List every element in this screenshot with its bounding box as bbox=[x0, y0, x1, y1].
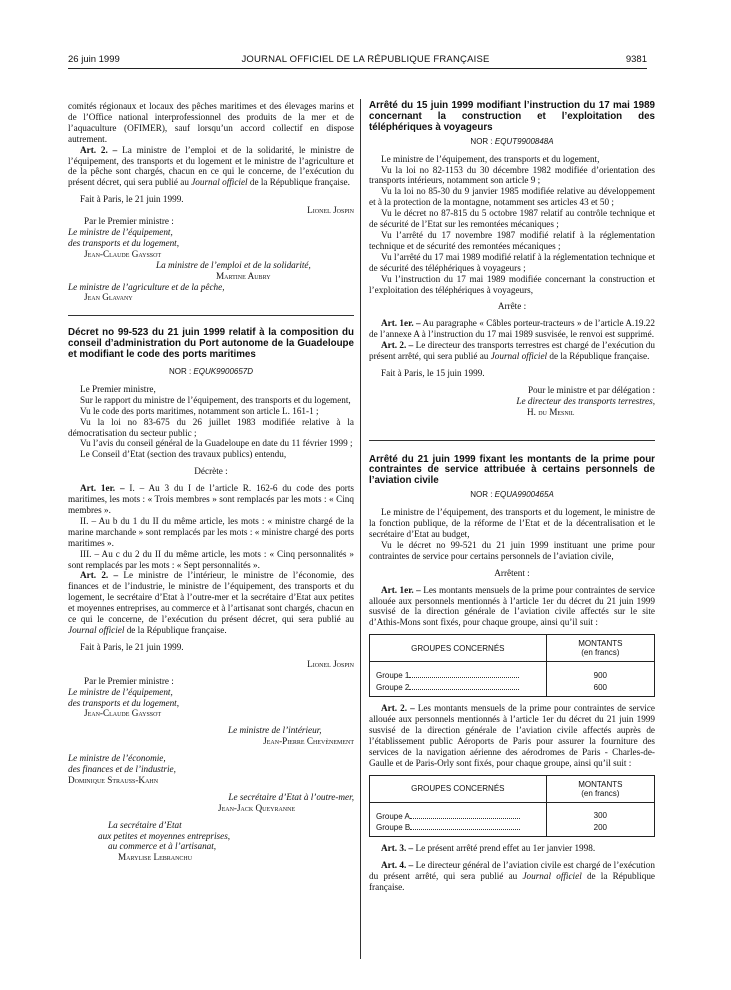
amount-cell: 300 bbox=[546, 811, 654, 823]
arrete-title: Arrêté du 15 juin 1999 modifiant l’instruction du 17 mai 1989 concernant la construction et l’exploitation des téléphériques à voyageurs bbox=[369, 100, 655, 133]
minister-title: aux petites et moyennes entreprises, bbox=[98, 830, 231, 841]
section-separator bbox=[369, 440, 655, 441]
paragraph: Le ministre de l’équipement, des transports et du logement, bbox=[381, 153, 600, 164]
amount-cell: 900 bbox=[546, 670, 654, 682]
table-header: MONTANTS (en francs) bbox=[546, 635, 654, 662]
paragraph: Vu le décret no 99-521 du 21 juin 1999 instituant une prime pour contraintes de service pour certains personnels de l’aviation civile, bbox=[369, 539, 655, 561]
article-paragraph: Art. 1er. – I. – Au 3 du I de l’article R. 162-6 du code des ports maritimes, les mots : « Trois membres » sont remplacés par les mots : « Cinq membres ». bbox=[68, 483, 354, 515]
paragraph: Le ministre de l’équipement, des transports et du logement, le ministre de la fonction publique, de la réforme de l’Etat et de la décentralisation et le secrétaire d’Etat au budget, bbox=[369, 507, 655, 539]
article-paragraph: Art. 2. – La ministre de l’emploi et de la solidarité, le ministre de l’équipement, des transports et du logement et le ministre de l’agriculture et de la pêche sont chargés, chacun en ce qui le concerne, de l’exécution du présent décret, qui sera publié au Journal officiel de la République française. bbox=[68, 144, 354, 188]
right-column bbox=[369, 101, 655, 893]
arrete-heading: Arrête : bbox=[497, 301, 527, 312]
group-label: Groupe B bbox=[376, 823, 411, 833]
header-rule bbox=[68, 68, 647, 69]
group-label: Groupe A bbox=[376, 811, 410, 821]
section-separator bbox=[68, 315, 354, 316]
signature: Jean-Claude Gayssot bbox=[84, 708, 162, 719]
article-paragraph: Art. 2. – Les montants mensuels de la prime pour contraintes de service allouée aux personnels mentionnés à l’article 1er du décret du 21 juin 1999 susvisé de la direction générale de l’aviation civile affectés auprès de l’établissement public Aéroports de Paris pour assurer la fourniture des services de la navigation aérienne des aérodromes de Paris - Charles-de-Gaulle et de Paris-Orly sont fixés, pour chaque groupe, ainsi qu’il suit : bbox=[369, 703, 655, 768]
delegation-line: Pour le ministre et par délégation : bbox=[527, 384, 655, 395]
arrete-title: Arrêté du 21 juin 1999 fixant les montants de la prime pour contraintes de service attribuée à certains personnels de l’aviation civile bbox=[369, 453, 655, 487]
par-line: Par le Premier ministre : bbox=[84, 675, 174, 686]
table-row bbox=[370, 670, 655, 682]
paragraph: Vu l’arrêté du 17 mai 1989 modifié relatif à la réglementation technique et de sécurité des téléphériques à voyageurs ; bbox=[369, 251, 655, 273]
minister-title: Le ministre de l’équipement, bbox=[68, 226, 173, 237]
amounts-table-2 bbox=[369, 775, 655, 838]
paragraph: Vu le décret no 87-815 du 5 octobre 1987 relatif au contrôle technique et de sécurité de l’Etat sur les remontées mécaniques ; bbox=[369, 208, 655, 230]
article-paragraph: Art. 2. – Le directeur des transports terrestres est chargé de l’exécution du présent arrêté, qui sera publié au Journal officiel de la République française. bbox=[369, 340, 655, 362]
table-row bbox=[370, 822, 655, 836]
minister-title: des transports et du logement, bbox=[68, 237, 180, 248]
table-row bbox=[370, 811, 655, 823]
paragraph: comités régionaux et locaux des pêches maritimes et des élevages marins et de l’Office national interprofessionnel des produits de la mer et de l’aquaculture (OFIMER), sauf lorsqu’un accord collectif en dispose autrement. bbox=[68, 101, 354, 144]
table-row bbox=[370, 682, 655, 696]
paragraph: Le Premier ministre, bbox=[80, 383, 156, 394]
minister-title: au commerce et à l’artisanat, bbox=[108, 841, 217, 852]
minister-title: des transports et du logement, bbox=[68, 697, 180, 708]
fait-line: Fait à Paris, le 21 juin 1999. bbox=[80, 641, 184, 652]
minister-title: Le ministre de l’intérieur, bbox=[228, 725, 322, 736]
signature: Lionel Jospin bbox=[307, 658, 354, 669]
minister-title: Le ministre de l’agriculture et de la pêche, bbox=[68, 281, 225, 292]
paragraph: Vu l’arrêté du 17 novembre 1987 modifié relatif à la réglementation technique et de sécurité des remontées mécaniques ; bbox=[369, 229, 655, 251]
nor-reference: NOR : EQUA9900465A bbox=[470, 490, 554, 500]
par-line: Par le Premier ministre : bbox=[84, 216, 174, 227]
paragraph: Vu la loi no 82-1153 du 30 décembre 1982 modifiée d’orientation des transports intérieurs, notamment son article 9 ; bbox=[369, 164, 655, 186]
article-paragraph: Art. 1er. – Les montants mensuels de la prime pour contraintes de service allouée aux personnels mentionnés à l’article 1er du décret du 21 juin 1999 susvisé de la direction générale de l’aviation civile affectés sur le site d’Athis-Mons sont fixés, pour chaque groupe, ainsi qu’il suit : bbox=[369, 584, 655, 628]
group-label: Groupe 2 bbox=[376, 683, 410, 693]
paragraph: Vu l’instruction du 17 mai 1989 modifiée concernant la construction et l’exploitation des téléphériques à voyageurs, bbox=[369, 273, 655, 295]
header-date: 26 juin 1999 bbox=[68, 54, 120, 65]
nor-reference: NOR : EQUK9900657D bbox=[168, 367, 254, 377]
minister-title: La ministre de l’emploi et de la solidarité, bbox=[156, 259, 311, 270]
amount-cell: 200 bbox=[546, 822, 654, 836]
left-column bbox=[68, 101, 354, 863]
fait-line: Fait à Paris, le 15 juin 1999. bbox=[381, 367, 485, 378]
paragraph: III. – Au c du 2 du II du même article, les mots : « Cinq personnalités » sont remplacés par les mots : « Sept personnalités ». bbox=[68, 548, 354, 570]
minister-title: Le ministre de l’économie, bbox=[68, 753, 166, 764]
signature: Dominique Strauss-Kahn bbox=[68, 774, 159, 785]
minister-title: Le directeur des transports terrestres, bbox=[516, 395, 655, 406]
table-header: GROUPES CONCERNÉS bbox=[370, 775, 547, 802]
paragraph: Vu l’avis du conseil général de la Guadeloupe en date du 11 février 1999 ; bbox=[80, 438, 353, 449]
table-header: GROUPES CONCERNÉS bbox=[370, 635, 547, 662]
header-journal-title: JOURNAL OFFICIEL DE LA RÉPUBLIQUE FRANÇAISE bbox=[241, 54, 490, 65]
minister-title: La secrétaire d’Etat bbox=[108, 819, 182, 830]
article-paragraph: Art. 2. – Le ministre de l’intérieur, le ministre de l’économie, des finances et de l’industrie, le ministre de l’équipement, des transports et du logement, le secrétaire d’Etat à l’outre-mer et la secrétaire d’Etat aux petites et moyennes entreprises, au commerce et à l’artisanat sont chargés, chacun en ce qui le concerne, de l’exécution du présent décret, qui sera publié au Journal officiel de la République française. bbox=[68, 570, 354, 635]
signature: Jean-Claude Gayssot bbox=[84, 248, 162, 259]
signature: Jean-Jack Queyranne bbox=[218, 802, 296, 813]
paragraph: Vu le code des ports maritimes, notamment son article L. 161-1 ; bbox=[80, 405, 319, 416]
article-paragraph: Art. 4. – Le directeur général de l’aviation civile est chargé de l’exécution du présent arrêté, qui sera publié au Journal officiel de la République française. bbox=[369, 860, 655, 893]
amount-cell: 600 bbox=[546, 682, 654, 696]
minister-title: Le ministre de l’équipement, bbox=[68, 686, 173, 697]
signature: Jean-Pierre Chevènement bbox=[263, 736, 354, 747]
column-divider bbox=[360, 99, 361, 959]
header-page-number: 9381 bbox=[625, 54, 647, 65]
group-label: Groupe 1 bbox=[376, 671, 410, 681]
fait-line: Fait à Paris, le 21 juin 1999. bbox=[80, 194, 184, 205]
paragraph: Le Conseil d’Etat (section des travaux publics) entendu, bbox=[80, 449, 287, 460]
amounts-table-1 bbox=[369, 634, 655, 697]
decrete-heading: Décrète : bbox=[194, 466, 228, 477]
signature: Martine Aubry bbox=[216, 270, 271, 281]
nor-reference: NOR : EQUT9900848A bbox=[470, 136, 554, 146]
page-header bbox=[0, 54, 731, 68]
article-paragraph: Art. 1er. – Au paragraphe « Câbles porteur-tracteurs » de l’article A.19.22 de l’annexe A à l’instruction du 17 mai 1989 susvisée, le renvoi est supprimé. bbox=[369, 318, 655, 340]
minister-title: Le secrétaire d’Etat à l’outre-mer, bbox=[228, 791, 354, 802]
article-paragraph: Art. 3. – Le présent arrêté prend effet au 1er janvier 1998. bbox=[381, 843, 596, 854]
paragraph: Sur le rapport du ministre de l’équipement, des transports et du logement, bbox=[80, 394, 351, 405]
paragraph: Vu la loi no 85-30 du 9 janvier 1985 modifiée relative au développement et à la protection de la montagne, notamment ses articles 43 et 50 ; bbox=[369, 186, 655, 208]
signature: Lionel Jospin bbox=[307, 205, 354, 216]
decree-title: Décret no 99-523 du 21 juin 1999 relatif à la composition du conseil d’administration du Port autonome de la Guadeloupe et modifiant le code des ports maritimes bbox=[68, 327, 354, 361]
signature: H. du Mesnil bbox=[527, 406, 575, 417]
signature: Marylise Lebranchu bbox=[118, 852, 193, 863]
paragraph: Vu la loi no 83-675 du 26 juillet 1983 modifiée relative à la démocratisation du secteur public ; bbox=[68, 416, 354, 438]
paragraph: II. – Au b du 1 du II du même article, les mots : « ministre chargé de la marine marchande » sont remplacés par les mots : « ministre chargé des ports maritimes ». bbox=[68, 515, 354, 548]
signature: Jean Glavany bbox=[84, 292, 133, 303]
table-header: MONTANTS (en francs) bbox=[546, 775, 654, 802]
minister-title: des finances et de l’industrie, bbox=[68, 764, 176, 775]
arretent-heading: Arrêtent : bbox=[494, 567, 530, 578]
